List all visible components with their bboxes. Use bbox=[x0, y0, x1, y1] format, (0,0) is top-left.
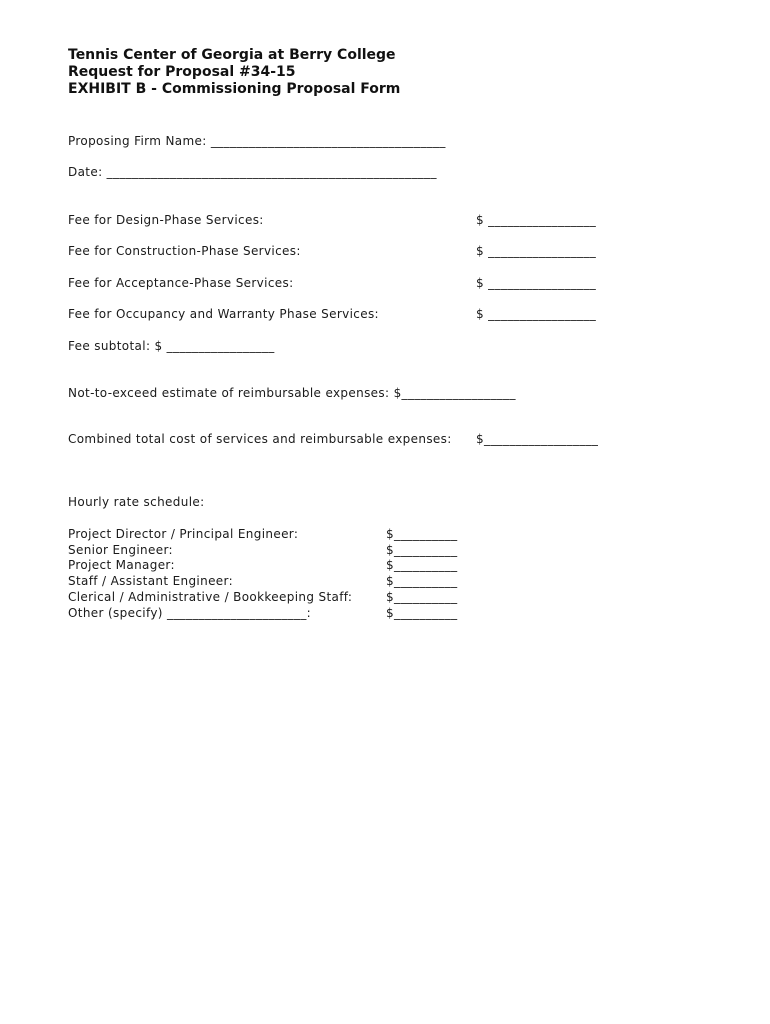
hourly-label-senior-engineer: Senior Engineer: bbox=[68, 543, 173, 557]
org-title: Tennis Center of Georgia at Berry College bbox=[68, 47, 396, 63]
hourly-label-project-director: Project Director / Principal Engineer: bbox=[68, 527, 299, 541]
fee-construction-label: Fee for Construction-Phase Services: bbox=[68, 244, 301, 258]
combined-total-blank[interactable]: $__________________ bbox=[476, 432, 599, 446]
hourly-blank-other[interactable]: $__________ bbox=[386, 606, 458, 620]
hourly-blank-project-manager[interactable]: $__________ bbox=[386, 558, 458, 572]
exhibit-title: EXHIBIT B - Commissioning Proposal Form bbox=[68, 81, 401, 97]
hourly-rate-heading: Hourly rate schedule: bbox=[68, 495, 205, 509]
fee-subtotal-field[interactable]: Fee subtotal: $ _________________ bbox=[68, 339, 275, 353]
date-field[interactable]: Date: ____________________________________________________ bbox=[68, 165, 437, 179]
fee-design-label: Fee for Design-Phase Services: bbox=[68, 213, 264, 227]
hourly-label-project-manager: Project Manager: bbox=[68, 558, 175, 572]
hourly-blank-project-director[interactable]: $__________ bbox=[386, 527, 458, 541]
hourly-label-other[interactable]: Other (specify) ______________________: bbox=[68, 606, 312, 620]
fee-occupancy-blank[interactable]: $ _________________ bbox=[476, 307, 597, 321]
rfp-number: Request for Proposal #34-15 bbox=[68, 64, 296, 80]
hourly-blank-staff-engineer[interactable]: $__________ bbox=[386, 574, 458, 588]
fee-acceptance-blank[interactable]: $ _________________ bbox=[476, 276, 597, 290]
combined-total-label: Combined total cost of services and reimbursable expenses: bbox=[68, 432, 452, 446]
fee-construction-blank[interactable]: $ _________________ bbox=[476, 244, 597, 258]
hourly-blank-clerical[interactable]: $__________ bbox=[386, 590, 458, 604]
fee-design-blank[interactable]: $ _________________ bbox=[476, 213, 597, 227]
fee-acceptance-label: Fee for Acceptance-Phase Services: bbox=[68, 276, 294, 290]
proposing-firm-name-field[interactable]: Proposing Firm Name: _____________________________________ bbox=[68, 134, 446, 148]
hourly-label-clerical: Clerical / Administrative / Bookkeeping Staff: bbox=[68, 590, 353, 604]
hourly-blank-senior-engineer[interactable]: $__________ bbox=[386, 543, 458, 557]
reimbursable-expenses-field[interactable]: Not-to-exceed estimate of reimbursable expenses: $__________________ bbox=[68, 386, 516, 400]
hourly-label-staff-engineer: Staff / Assistant Engineer: bbox=[68, 574, 234, 588]
fee-occupancy-label: Fee for Occupancy and Warranty Phase Services: bbox=[68, 307, 379, 321]
